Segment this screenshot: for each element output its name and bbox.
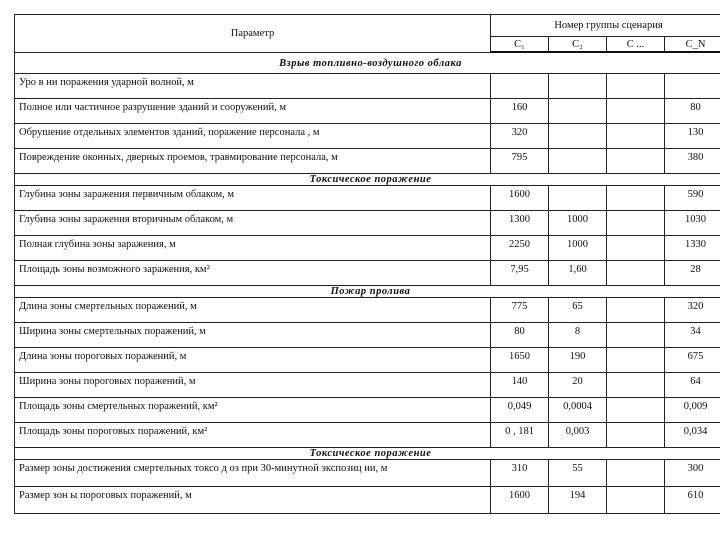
value-cell: 80 <box>491 323 549 348</box>
value-cell: 1000 <box>549 236 607 261</box>
group-header: Номер группы сценария <box>491 15 720 37</box>
table-row <box>15 149 720 174</box>
value-cell: 775 <box>491 298 549 323</box>
value-cell <box>607 323 665 348</box>
value-cell: 194 <box>549 487 607 514</box>
table-row <box>15 124 720 149</box>
row-label: Полная глубина зоны заражения, м <box>15 236 491 261</box>
table-row <box>15 487 720 514</box>
value-cell <box>607 124 665 149</box>
value-cell <box>549 74 607 99</box>
col-c2: C₂ <box>549 37 607 53</box>
value-cell: 0,049 <box>491 398 549 423</box>
param-header: Параметр <box>15 15 491 53</box>
value-cell <box>607 186 665 211</box>
value-cell: 130 <box>665 124 720 149</box>
table-row <box>15 261 720 286</box>
table-row <box>15 323 720 348</box>
scenario-table <box>14 14 720 514</box>
value-cell: 0,034 <box>665 423 720 448</box>
row-label: Длина зоны смертельных поражений, м <box>15 298 491 323</box>
value-cell: 1600 <box>491 186 549 211</box>
value-cell <box>607 236 665 261</box>
value-cell: 1,60 <box>549 261 607 286</box>
value-cell <box>549 99 607 124</box>
section-row <box>15 448 720 460</box>
value-cell: 28 <box>665 261 720 286</box>
value-cell: 65 <box>549 298 607 323</box>
value-cell <box>607 99 665 124</box>
row-label: Полное или частичное разрушение зданий и сооружений, м <box>15 99 491 124</box>
table-row <box>15 460 720 487</box>
value-cell: 380 <box>665 149 720 174</box>
col-cn: C_N <box>665 37 720 53</box>
row-label: Длина зоны пороговых поражений, м <box>15 348 491 373</box>
table-row <box>15 398 720 423</box>
table-row <box>15 298 720 323</box>
value-cell: 8 <box>549 323 607 348</box>
value-cell: 310 <box>491 460 549 487</box>
value-cell: 2250 <box>491 236 549 261</box>
value-cell: 1030 <box>665 211 720 236</box>
section-title: Взрыв топливно-воздушного облака <box>15 52 720 74</box>
value-cell <box>607 487 665 514</box>
value-cell: 1000 <box>549 211 607 236</box>
section-title: Пожар пролива <box>15 286 720 298</box>
value-cell <box>607 423 665 448</box>
value-cell: 320 <box>491 124 549 149</box>
value-cell: 1600 <box>491 487 549 514</box>
row-label: Ширина зоны пороговых поражений, м <box>15 373 491 398</box>
section-title: Токсическое поражение <box>15 448 720 460</box>
value-cell <box>607 211 665 236</box>
row-label: Обрушение отдельных элементов зданий, поражение персонала , м <box>15 124 491 149</box>
value-cell: 795 <box>491 149 549 174</box>
value-cell: 80 <box>665 99 720 124</box>
header-row <box>15 15 720 37</box>
value-cell: 675 <box>665 348 720 373</box>
value-cell: 1650 <box>491 348 549 373</box>
value-cell: 0,003 <box>549 423 607 448</box>
value-cell: 34 <box>665 323 720 348</box>
value-cell: 0,009 <box>665 398 720 423</box>
value-cell <box>549 124 607 149</box>
row-label: Ширина зоны смертельных поражений, м <box>15 323 491 348</box>
value-cell: 1330 <box>665 236 720 261</box>
section-row <box>15 52 720 74</box>
value-cell: 64 <box>665 373 720 398</box>
section-row <box>15 286 720 298</box>
value-cell: 0,0004 <box>549 398 607 423</box>
value-cell: 0 , 181 <box>491 423 549 448</box>
row-label: Размер зон ы пороговых поражений, м <box>15 487 491 514</box>
col-c1: C₁ <box>491 37 549 53</box>
table-row <box>15 99 720 124</box>
row-label: Глубина зоны заражения вторичным облаком, м <box>15 211 491 236</box>
value-cell <box>607 398 665 423</box>
value-cell: 300 <box>665 460 720 487</box>
value-cell <box>607 373 665 398</box>
section-row <box>15 174 720 186</box>
value-cell: 160 <box>491 99 549 124</box>
value-cell: 610 <box>665 487 720 514</box>
value-cell <box>607 348 665 373</box>
value-cell <box>607 460 665 487</box>
section-title: Токсическое поражение <box>15 174 720 186</box>
row-label: Повреждение оконных, дверных проемов, травмирование персонала, м <box>15 149 491 174</box>
value-cell <box>607 298 665 323</box>
table-row <box>15 211 720 236</box>
value-cell <box>549 149 607 174</box>
value-cell: 55 <box>549 460 607 487</box>
table-row <box>15 74 720 99</box>
value-cell <box>607 74 665 99</box>
row-label: Глубина зоны заражения первичным облаком, м <box>15 186 491 211</box>
row-label: Уро в ни поражения ударной волной, м <box>15 74 491 99</box>
value-cell <box>549 186 607 211</box>
table-row <box>15 348 720 373</box>
value-cell: 20 <box>549 373 607 398</box>
table-row <box>15 423 720 448</box>
value-cell: 590 <box>665 186 720 211</box>
col-cdots: C ... <box>607 37 665 53</box>
value-cell <box>665 74 720 99</box>
value-cell <box>491 74 549 99</box>
row-label: Площадь зоны возможного заражения, км² <box>15 261 491 286</box>
row-label: Площадь зоны пороговых поражений, км² <box>15 423 491 448</box>
value-cell: 320 <box>665 298 720 323</box>
table-row <box>15 373 720 398</box>
value-cell: 140 <box>491 373 549 398</box>
value-cell: 190 <box>549 348 607 373</box>
value-cell <box>607 261 665 286</box>
row-label: Размер зоны достижения смертельных токсо д оз при 30-минутной экспозиц ии, м <box>15 460 491 487</box>
table-row <box>15 186 720 211</box>
value-cell: 1300 <box>491 211 549 236</box>
value-cell: 7,95 <box>491 261 549 286</box>
row-label: Площадь зоны смертельных поражений, км² <box>15 398 491 423</box>
value-cell <box>607 149 665 174</box>
table-row <box>15 236 720 261</box>
